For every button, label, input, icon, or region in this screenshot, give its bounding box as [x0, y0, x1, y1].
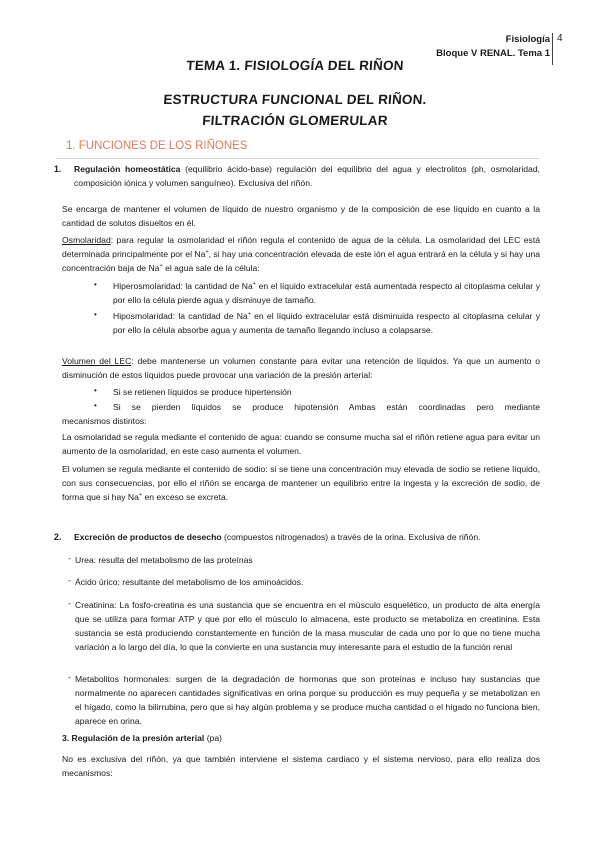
- na-sup: +: [159, 263, 163, 270]
- header-subject: Fisiología: [505, 34, 550, 45]
- volumen-lec-label: Volumen del LEC: [62, 356, 132, 366]
- item1-rest: (equilibrio ácido-base) regulación del equilibrio del agua y electrolitos (ph, osmolaridad, composición iónica y volumen sanguíneo). Exclusiva del riñón.: [74, 164, 540, 188]
- volumen-regulation-text-b: en exceso se excreta.: [142, 492, 229, 502]
- urea-item: Urea: resulta del metabolismo de las proteínas: [75, 555, 253, 565]
- volumen-lec-text: : debe mantenerse un volumen constante para evitar una retención de líquidos. Ya que un aumento o disminución de estos líquidos puede provocar una variación de la presión arterial:: [62, 356, 540, 380]
- bullet-hipertension: Si se retienen líquidos se produce hipertensión: [113, 387, 292, 397]
- item3-title: 3. Regulación de la presión arterial: [62, 733, 205, 743]
- item2-rest: (compuestos nitrogenados) a través de la orina. Exclusiva de riñón.: [221, 532, 481, 542]
- header-block: Bloque V RENAL. Tema 1: [436, 48, 550, 59]
- osmolaridad-text-c: el agua sale de la célula:: [162, 263, 260, 273]
- bullet-dot: •: [94, 310, 97, 319]
- section-rule: [56, 158, 540, 159]
- bullet-hipotension-cont: mecanismos distintos:: [62, 416, 147, 426]
- volumen-regulation-text-a: El volumen se regula mediante el contenido de sodio: si se tiene una concentración muy elevada de sodio se retiene líquido, con sus consecuencias, por ello el riñón se encarga de mantener un equilibrio entre la ingesta y la excreción de sodio, de forma que si hay Na: [62, 464, 540, 502]
- hiper-text-b: en el líquido extracelular está aumentada respecto al citoplasma celular y por ello la célula pierde agua y disminuye de tamaño.: [113, 281, 540, 305]
- na-sup: +: [138, 492, 143, 499]
- section-heading: 1. FUNCIONES DE LOS RIÑONES: [66, 140, 248, 152]
- item2-number: 2.: [54, 532, 62, 542]
- bullet-dot: •: [94, 280, 97, 289]
- osmolaridad-text-b: , si hay una concentración elevada de este ión el agua entrará en la célula y si hay una concentración baja de Na: [62, 249, 541, 273]
- na-sup: +: [205, 249, 209, 256]
- estructura-title-line2: FILTRACIÓN GLOMERULAR: [201, 113, 389, 128]
- osmolaridad-text-a: : para regular la osmolaridad el riñón regula el contenido de agua de la célula. La osmolaridad del LEC está determinada principalmente por el Na: [62, 235, 540, 259]
- hipo-text-a: Hiposmolaridad: la cantidad de Na: [113, 311, 248, 321]
- tema-title: TEMA 1. FISIOLOGÍA DEL RIÑON: [185, 58, 405, 73]
- estructura-title-line1: ESTRUCTURA FUNCIONAL DEL RIÑON.: [162, 92, 428, 107]
- item2-title: Excreción de productos de desecho: [74, 532, 222, 542]
- dash-marker: -: [68, 672, 71, 682]
- hiperosmolaridad-item: [113, 279, 540, 307]
- bullet-hipotension: Si se pierden líquidos se produce hipotensión Ambas están coordinadas pero mediante: [113, 402, 540, 412]
- hiper-text-a: Hiperosmolaridad: la cantidad de Na: [113, 281, 253, 291]
- dash-marker: -: [68, 553, 71, 563]
- item3-paragraph: No es exclusiva del riñón, ya que también interviene el sistema cardiaco y el sistema nervioso, para ello realiza dos mecanismos:: [62, 754, 540, 778]
- bullet-dot: •: [94, 386, 97, 395]
- dash-marker: -: [68, 575, 71, 585]
- page-header: [436, 33, 550, 61]
- creatinina-item: Creatinina: La fosfo-creatina es una sustancia que se encuentra en el músculo esquelético, un producto de alta energía que se utiliza para formar ATP y que por ello el músculo lo almacena, este producto se metaboliza en creatinina. Esta sustancia se está produciendo constantemente en función de la masa muscular de cada uno por lo que no tiene mucha variación a lo largo del día, lo que la convierte en una sustancia muy interesante para el estudio de la función renal: [75, 600, 540, 652]
- item1-title: Regulación homeostática: [74, 164, 181, 174]
- item1-paragraph: Se encarga de mantener el volumen de líquido de nuestro organismo y de la composición de ese líquido en cuanto a la cantidad de solutos disueltos en él.: [62, 204, 540, 228]
- bullet-dot: •: [94, 401, 97, 410]
- item2-heading: [74, 530, 540, 544]
- item1-heading: [74, 162, 540, 190]
- metabolitos-item: Metabolitos hormonales: surgen de la degradación de hormonas que son proteínas e incluso hay sustancias que normalmente no aparecen cantidades significativas en orina porque su producción es muy pequeña y se metabolizan en el hígado, como la bilirrubina, pero que si hay algún problema y se produce mucha cantidad o el hígado no funciona bien, aparece en orina.: [75, 674, 540, 726]
- hiposmolaridad-item: [113, 309, 540, 337]
- hipo-text-b: en el líquido extracelular está disminuida respecto al citoplasma celular y por ello la célula absorbe agua y aumenta de tamaño llegando incluso a colapsarse.: [113, 311, 540, 335]
- osmolaridad-regulation-paragraph: La osmolaridad se regula mediante el contenido de agua: cuando se consume mucha sal el riñón retiene agua para evitar un aumento de la osmolaridad, en este caso aumenta el volumen.: [62, 432, 540, 456]
- item3-heading: [62, 731, 540, 745]
- acido-urico-item: Ácido úrico: resultante del metabolismo de los aminoácidos.: [75, 577, 304, 587]
- item1-number: 1.: [54, 164, 62, 174]
- dash-marker: -: [68, 598, 71, 608]
- osmolaridad-label: Osmolaridad: [62, 235, 111, 245]
- page-number: 4: [557, 33, 563, 44]
- na-sup: +: [247, 311, 251, 318]
- volumen-regulation-paragraph: [62, 462, 540, 504]
- osmolaridad-paragraph: [62, 233, 540, 275]
- item3-rest: (pa): [204, 733, 222, 743]
- na-sup: +: [252, 281, 257, 288]
- volumen-lec-paragraph: [62, 354, 540, 382]
